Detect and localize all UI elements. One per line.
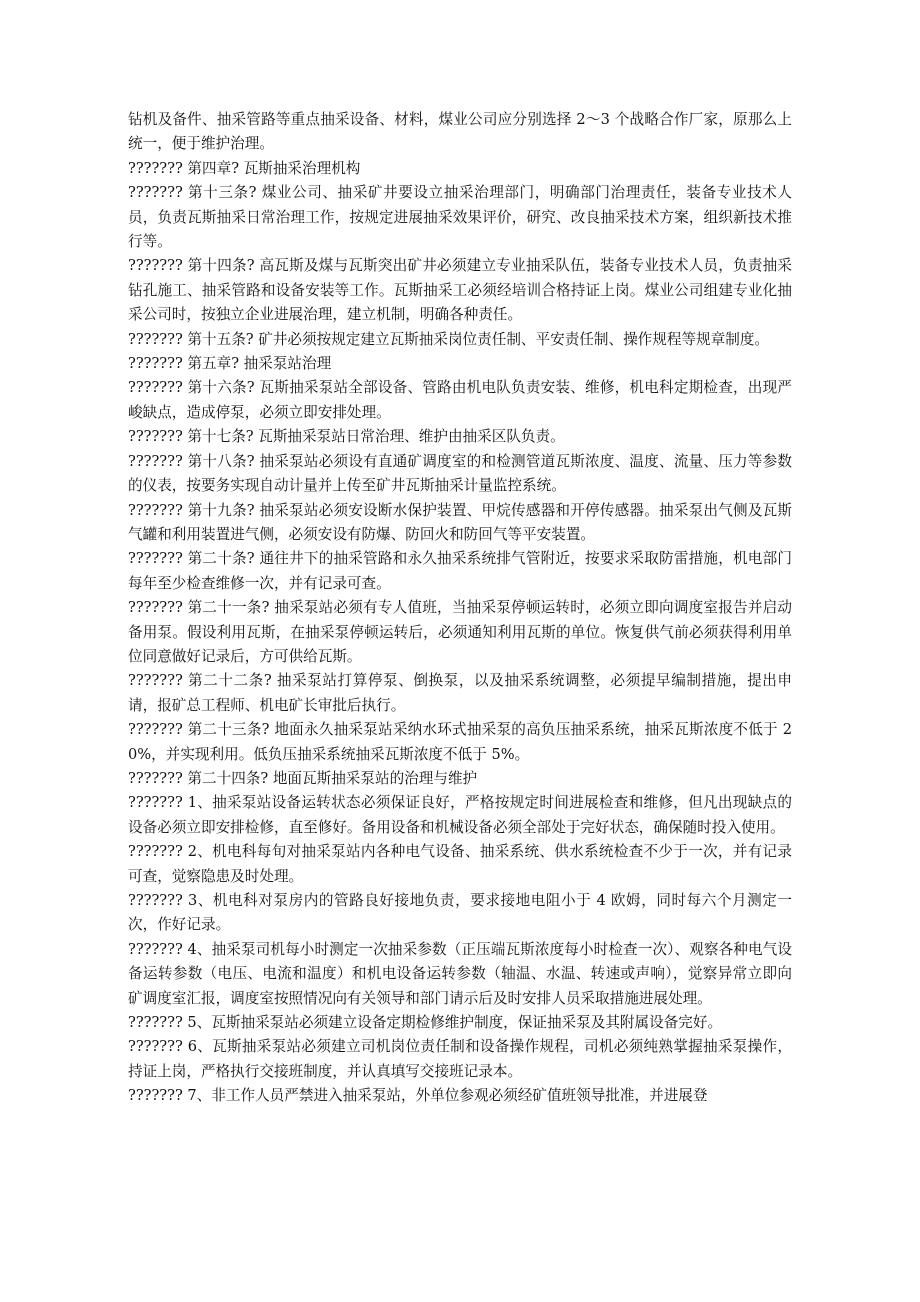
article-20: ??????? 第二十条? 通往井下的抽采管路和永久抽采系统排气管附近，按要求采取防雷措施，机电部门每年至少检查维修一次，并有记录可查。 [128,550,792,592]
clause-7: ??????? 7、非工作人员严禁进入抽采泵站，外单位参观必须经矿值班领导批准，并进展登 [128,1087,708,1105]
article-17: ??????? 第十七条? 瓦斯抽采泵站日常治理、维护由抽采区队负责。 [128,428,565,446]
article-22: ??????? 第二十二条? 抽采泵站打算停泵、倒换泵，以及抽采系统调整，必须提早编制措施，提出申请，报矿总工程师、机电矿长审批后执行。 [128,672,792,714]
clause-5: ??????? 5、瓦斯抽采泵站必须建立设备定期检修维护制度，保证抽采泵及其附属设备完好。 [128,1014,723,1032]
article-21: ??????? 第二十一条? 抽采泵站必须有专人值班，当抽采泵停顿运转时，必须立即向调度室报告并启动备用泵。假设利用瓦斯，在抽采泵停顿运转后，必须通知利用瓦斯的单位。恢复供气前必须获得利用单位同意做好记录后，方可供给瓦斯。 [128,599,792,665]
clause-1: ??????? 1、抽采泵站设备运转状态必须保证良好，严格按规定时间进展检查和维修，但凡出现缺点的设备必须立即安排检修，直至修好。备用设备和机械设备必须全部处于完好状态，确保随时投入使用。 [128,794,792,836]
article-18: ??????? 第十八条? 抽采泵站必须设有直通矿调度室的和检测管道瓦斯浓度、温度、流量、压力等参数的仪表，按要务实现自动计量并上传至矿井瓦斯抽采计量监控系统。 [128,452,792,495]
article-15: ??????? 第十五条? 矿井必须按规定建立瓦斯抽采岗位责任制、平安责任制、操作规程等规章制度。 [128,330,770,348]
article-16: ??????? 第十六条? 瓦斯抽采泵站全部设备、管路由机电队负责安装、维修，机电科定期检查，出现严峻缺点，造成停泵，必须立即安排处理。 [128,379,792,421]
clause-3: ??????? 3、机电科对泵房内的管路良好接地负责，要求接地电阻小于 4 欧姆，同时每六个月测定一次，作好记录。 [128,892,792,934]
clause-4: ??????? 4、抽采泵司机每小时测定一次抽采参数（正压端瓦斯浓度每小时检查一次）、观察各种电气设备运转参数（电压、电流和温度）和机电设备运转参数（轴温、水温、转速或声响），觉察异常立即向矿调度室汇报，调度室按照情况向有关领导和部门请示后及时安排人员采取措施进展处理。 [128,940,792,1007]
chapter-heading-4: ??????? 第四章? 瓦斯抽采治理机构 [128,159,361,177]
article-13: ??????? 第十三条? 煤业公司、抽采矿井要设立抽采治理部门，明确部门治理责任，装备专业技术人员，负责瓦斯抽采日常治理工作，按规定进展抽采效果评价，研究、改良抽采技术方案，组织新技术推行等。 [128,184,792,251]
chapter-heading-5: ??????? 第五章? 抽采泵站治理 [128,355,332,373]
article-14: ??????? 第十四条? 高瓦斯及煤与瓦斯突出矿井必须建立专业抽采队伍，装备专业技术人员，负责抽采钻孔施工、抽采管路和设备安装等工作。瓦斯抽采工必须经培训合格持证上岗。煤业公司组建专业化抽采公司时，按独立企业进展治理，建立机制，明确各种责任。 [128,257,792,324]
clause-6: ??????? 6、瓦斯抽采泵站必须建立司机岗位责任制和设备操作规程，司机必须纯熟掌握抽采泵操作，持证上岗，严格执行交接班制度，并认真填写交接班记录本。 [128,1038,792,1080]
article-24: ??????? 第二十四条? 地面瓦斯抽采泵站的治理与维护 [128,769,478,787]
clause-2: ??????? 2、机电科每旬对抽采泵站内各种电气设备、抽采系统、供水系统检查不少于一次，并有记录可查，觉察隐患及时处理。 [128,843,792,885]
paragraph-continuation: 钻机及备件、抽采管路等重点抽采设备、材料，煤业公司应分别选择 2～3 个战略合作厂家，原那么上统一，便于维护治理。 [128,111,792,153]
article-19: ??????? 第十九条? 抽采泵站必须安设断水保护装置、甲烷传感器和开停传感器。抽采泵出气侧及瓦斯气罐和利用装置进气侧，必须安设有防爆、防回火和防回气等平安装置。 [128,501,792,543]
document-body [128,108,792,1109]
article-23: ??????? 第二十三条? 地面永久抽采泵站采纳水环式抽采泵的高负压抽采系统，抽采瓦斯浓度不低于 20%，并实现利用。低负压抽采系统抽采瓦斯浓度不低于 5%。 [128,721,792,763]
